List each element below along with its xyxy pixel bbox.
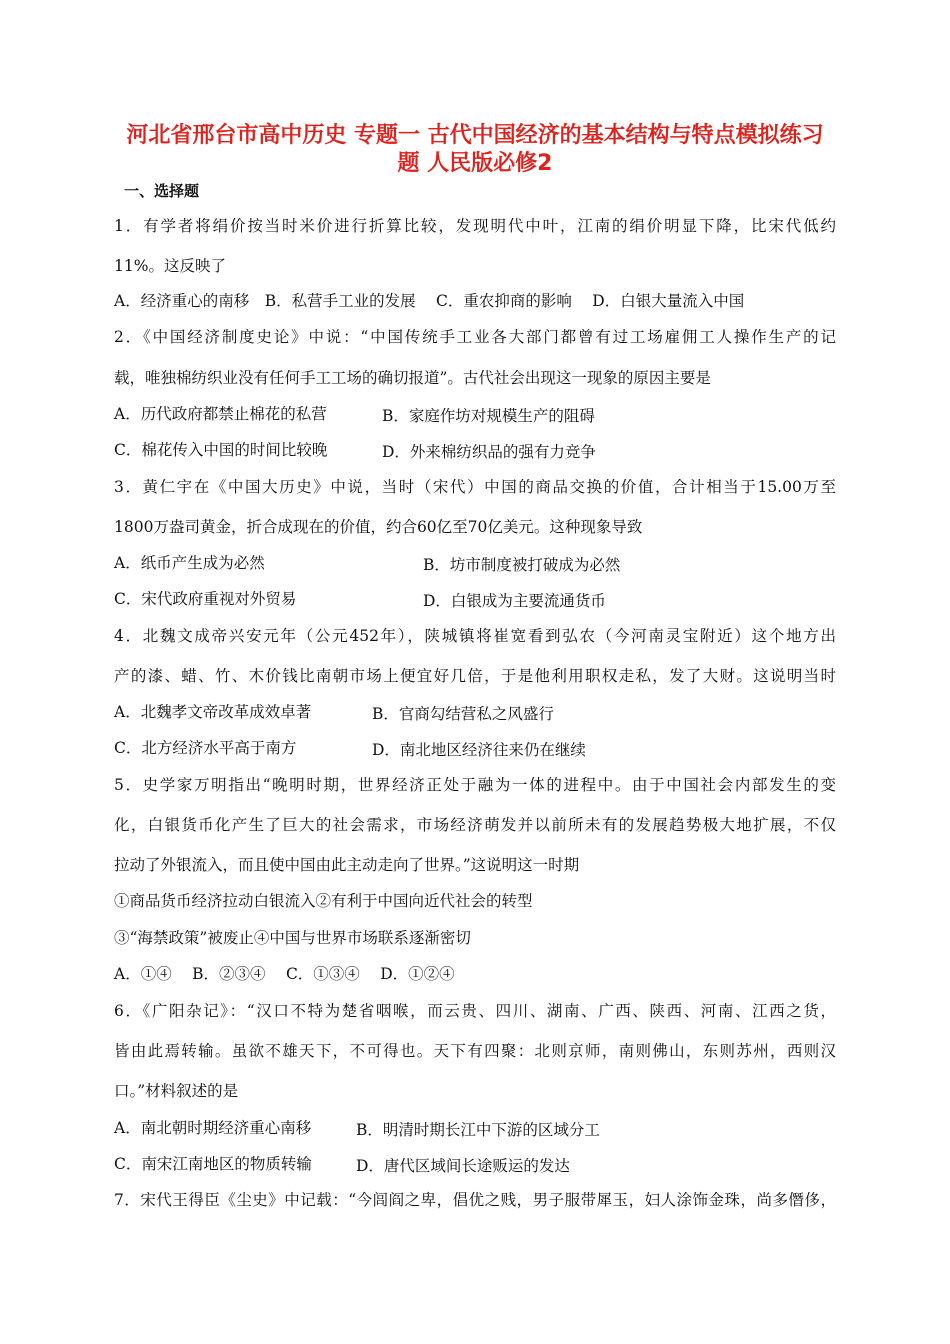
question-3-option-b: B．坊市制度被打破成为必然 bbox=[423, 556, 621, 574]
question-5-options: A．①④ B．②③④ C．①③④ D．①②④ bbox=[114, 965, 455, 983]
question-3-stem-line-1: 3．黄仁宇在《中国大历史》中说，当时（宋代）中国的商品交换的价值，合计相当于15.00万至 bbox=[114, 478, 836, 496]
question-7-stem-line-1: 7．宋代王得臣《尘史》中记载：“今闾阎之卑，倡优之贱，男子服带犀玉，妇人涂饰金珠，尚多僭侈， bbox=[114, 1191, 836, 1209]
question-3-stem-line-2: 1800万盎司黄金，折合成现在的价值，约合60亿至70亿美元。这种现象导致 bbox=[114, 518, 643, 536]
question-2-option-a: A．历代政府都禁止棉花的私营 bbox=[114, 405, 327, 423]
question-4-stem-line-2: 产的漆、蜡、竹、木价钱比南朝市场上便宜好几倍，于是他利用职权走私，发了大财。这说明当时 bbox=[114, 667, 836, 685]
question-5-statement-line-1: ①商品货币经济拉动白银流入②有利于中国向近代社会的转型 bbox=[114, 892, 533, 910]
question-6-option-c: C．南宋江南地区的物质转输 bbox=[114, 1155, 312, 1173]
question-2-option-b: B．家庭作坊对规模生产的阻碍 bbox=[382, 407, 595, 425]
question-6-stem-line-2: 皆由此焉转输。虽欲不雄天下，不可得也。天下有四聚：北则京师，南则佛山，东则苏州，西则汉 bbox=[114, 1042, 836, 1060]
question-5-stem-line-2: 化，白银货币化产生了巨大的社会需求，市场经济萌发并以前所未有的发展趋势极大地扩展，不仅 bbox=[114, 816, 836, 834]
question-5-stem-line-3: 拉动了外银流入，而且使中国由此主动走向了世界。”这说明这一时期 bbox=[114, 856, 580, 874]
question-4-option-c: C．北方经济水平高于南方 bbox=[114, 739, 297, 757]
section-heading: 一、选择题 bbox=[124, 182, 200, 200]
question-1-stem-line-2: 11%。这反映了 bbox=[114, 257, 226, 275]
question-6-option-b: B．明清时期长江中下游的区域分工 bbox=[356, 1121, 600, 1139]
question-1-options: A．经济重心的南移 B．私营手工业的发展 C．重农抑商的影响 D．白银大量流入中国 bbox=[114, 292, 745, 310]
question-1-stem-line-1: 1．有学者将绢价按当时米价进行折算比较，发现明代中叶，江南的绢价明显下降，比宋代低约 bbox=[114, 217, 836, 235]
question-6-option-d: D．唐代区域间长途贩运的发达 bbox=[356, 1157, 570, 1175]
question-5-statement-line-2: ③“海禁政策”被废止④中国与世界市场联系逐渐密切 bbox=[114, 929, 471, 947]
question-2-stem-line-1: 2．《中国经济制度史论》中说：“中国传统手工业各大部门都曾有过工场雇佣工人操作生产的记 bbox=[114, 328, 836, 346]
document-title-line-2: 题 人民版必修2 bbox=[397, 151, 553, 176]
question-3-option-c: C．宋代政府重视对外贸易 bbox=[114, 590, 297, 608]
question-6-option-a: A．南北朝时期经济重心南移 bbox=[114, 1119, 312, 1137]
question-4-option-b: B．官商勾结营私之风盛行 bbox=[372, 705, 554, 723]
question-2-option-c: C．棉花传入中国的时间比较晚 bbox=[114, 441, 328, 459]
question-6-stem-line-3: 口。”材料叙述的是 bbox=[114, 1082, 239, 1100]
question-4-stem-line-1: 4．北魏文成帝兴安元年（公元452年），陕城镇将崔宽看到弘农（今河南灵宝附近）这个地方出 bbox=[114, 627, 836, 645]
question-3-option-d: D．白银成为主要流通货币 bbox=[423, 592, 606, 610]
question-3-option-a: A．纸币产生成为必然 bbox=[114, 554, 265, 572]
question-2-stem-line-2: 载，唯独棉纺织业没有任何手工工场的确切报道”。古代社会出现这一现象的原因主要是 bbox=[114, 369, 711, 387]
question-4-option-a: A．北魏孝文帝改革成效卓著 bbox=[114, 703, 312, 721]
question-5-stem-line-1: 5．史学家万明指出“晚明时期，世界经济正处于融为一体的进程中。由于中国社会内部发生的变 bbox=[114, 776, 836, 794]
question-6-stem-line-1: 6．《广阳杂记》：“汉口不特为楚省咽喉，而云贵、四川、湖南、广西、陕西、河南、江西之货， bbox=[114, 1002, 836, 1020]
document-title-line-1: 河北省邢台市高中历史 专题一 古代中国经济的基本结构与特点模拟练习 bbox=[126, 123, 824, 148]
question-2-option-d: D．外来棉纺织品的强有力竞争 bbox=[382, 443, 596, 461]
question-4-option-d: D．南北地区经济往来仍在继续 bbox=[372, 741, 586, 759]
